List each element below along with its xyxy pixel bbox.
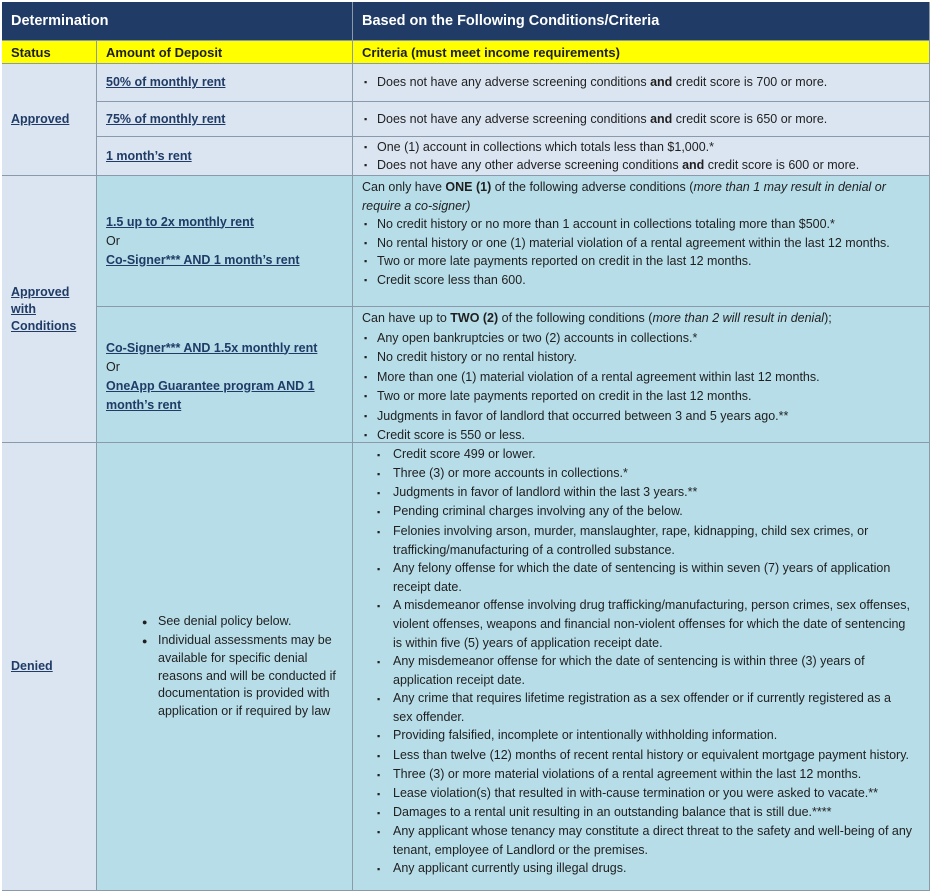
- criteria-item: [362, 110, 929, 129]
- bullet-icon: ▪: [364, 371, 368, 382]
- criteria-text: Any open bankruptcies or two (2) accounts in collections.*: [377, 330, 698, 345]
- bullet-icon: ▪: [364, 430, 368, 440]
- header-conditions: [353, 2, 930, 41]
- criteria-text: Judgments in favor of landlord within the last 3 years.**: [393, 485, 698, 500]
- criteria-text: No credit history or no rental history.: [377, 350, 577, 364]
- intro-text: Can only have: [362, 180, 446, 194]
- deposit-option-a: Co-Signer*** AND 1.5x monthly rent: [106, 340, 318, 355]
- criteria-and: and: [682, 158, 705, 172]
- header-determination: [2, 2, 353, 41]
- criteria-item: [362, 73, 929, 92]
- criteria-item: [362, 559, 913, 596]
- criteria-item: [362, 822, 913, 859]
- intro-end: );: [824, 311, 832, 325]
- denied-criteria-list: [362, 445, 913, 879]
- status-approved-label: Approved: [11, 112, 70, 127]
- deposit-label: 75% of monthly rent: [106, 111, 226, 126]
- subheader-status-label: Status: [11, 45, 51, 60]
- bullet-icon: ▪: [377, 656, 381, 667]
- criteria-item: [362, 215, 909, 234]
- bullet-icon: ▪: [364, 113, 368, 124]
- bullet-icon: ▪: [377, 488, 381, 499]
- deposit-option-a: 1.5 up to 2x monthly rent: [106, 214, 254, 229]
- subheader-criteria: [353, 41, 930, 64]
- criteria-text: Two or more late payments reported on credit in the last 12 months.: [377, 254, 752, 268]
- bullet-icon: ▪: [377, 731, 381, 742]
- criteria-item: [362, 329, 909, 349]
- denied-criteria: [353, 443, 930, 891]
- criteria-item: [127, 632, 340, 721]
- criteria-text: Lease violation(s) that resulted in with-cause termination or you were asked to vacate.**: [393, 785, 878, 800]
- criteria-item: [362, 156, 929, 175]
- criteria-intro: [362, 178, 909, 215]
- screening-criteria-table: [2, 2, 930, 891]
- bullet-icon: ▪: [364, 256, 368, 266]
- denied-deposit: [97, 443, 353, 891]
- bullet-icon: ▪: [364, 274, 368, 285]
- criteria-item: [362, 407, 909, 427]
- conditions-row1-list: [362, 215, 909, 289]
- bullet-icon: ▪: [377, 507, 381, 518]
- intro-count: ONE (1): [445, 180, 492, 194]
- criteria-text: Damages to a rental unit resulting in an outstanding balance that is still due.****: [393, 804, 832, 819]
- criteria-text: Does not have any adverse screening conditions: [377, 111, 651, 126]
- deposit-or: Or: [106, 359, 120, 374]
- criteria-item: [362, 596, 913, 651]
- criteria-item: [362, 138, 929, 157]
- status-denied-label: Denied: [11, 659, 53, 674]
- subheader-deposit-label: Amount of Deposit: [106, 45, 223, 60]
- deposit-label: 1 month’s rent: [106, 148, 192, 163]
- criteria-text: Any applicant currently using illegal drugs.: [393, 861, 627, 876]
- bullet-icon: ▪: [377, 563, 381, 574]
- approved-row3-deposit: [97, 137, 353, 176]
- criteria-item: [362, 234, 909, 253]
- bullet-icon: ▪: [377, 807, 381, 818]
- status-denied: [2, 443, 97, 891]
- bullet-icon: ▪: [364, 219, 368, 229]
- criteria-text: Three (3) or more material violations of a rental agreement within the last 12 months.: [393, 766, 862, 781]
- criteria-item: [362, 368, 909, 388]
- criteria-text: Any misdemeanor offense for which the date of sentencing is within three (3) years of application receipt date.: [393, 653, 865, 687]
- bullet-icon: ●: [142, 635, 148, 646]
- deposit-option-b: Co-Signer*** AND 1 month’s rent: [106, 252, 300, 267]
- intro-count: TWO (2): [450, 311, 499, 325]
- criteria-item: [362, 765, 913, 784]
- conditions-row1-deposit: [97, 176, 353, 307]
- intro-text-mid: of the following conditions (: [498, 311, 653, 325]
- criteria-text: Felonies involving arson, murder, manslaughter, rape, kidnapping, child sex crimes, or trafficking/manufacturing of a controlled substance.: [393, 523, 869, 557]
- bullet-icon: ▪: [377, 750, 381, 761]
- criteria-item: [362, 803, 913, 822]
- criteria-item: [362, 271, 909, 290]
- bullet-icon: ▪: [364, 332, 368, 343]
- criteria-text: Any applicant whose tenancy may constitute a direct threat to the safety and well-being of any tenant, employee of Landlord or the premises.: [393, 824, 913, 858]
- intro-text-mid: of the following adverse conditions (: [491, 180, 694, 194]
- criteria-item: [362, 859, 913, 878]
- criteria-item: [362, 726, 913, 745]
- conditions-row2-list: [362, 329, 909, 446]
- conditions-row2-deposit: [97, 307, 353, 443]
- criteria-item: [362, 483, 913, 502]
- criteria-and: and: [650, 111, 673, 126]
- criteria-text: Judgments in favor of landlord that occurred between 3 and 5 years ago.**: [377, 408, 789, 423]
- criteria-text: Any crime that requires lifetime registration as a sex offender or if currently registered as a sex offender.: [393, 691, 891, 725]
- criteria-item: [362, 387, 909, 407]
- criteria-text: Pending criminal charges involving any of the below.: [393, 504, 683, 519]
- criteria-text: Individual assessments may be available for specific denial reasons and will be conducted if documentation is provided with application or if required by law: [158, 632, 336, 718]
- criteria-item: [362, 652, 913, 689]
- bullet-icon: ▪: [364, 160, 368, 170]
- criteria-text: Does not have any other adverse screening conditions: [377, 158, 683, 172]
- bullet-icon: ▪: [364, 141, 368, 152]
- criteria-and: and: [650, 75, 673, 90]
- header-determination-label: Determination: [11, 13, 109, 29]
- denied-deposit-list: [127, 613, 340, 720]
- criteria-item: [362, 445, 913, 464]
- status-line-1: Approved: [11, 284, 70, 299]
- criteria-text: Providing falsified, incomplete or intentionally withholding information.: [393, 728, 778, 743]
- criteria-text: Three (3) or more accounts in collections.*: [393, 466, 628, 481]
- criteria-item: [362, 746, 913, 765]
- bullet-icon: ▪: [377, 601, 381, 612]
- status-line-2: with: [11, 301, 36, 316]
- criteria-text: No credit history or no more than 1 account in collections totaling more than $500.*: [377, 217, 835, 231]
- criteria-text: Does not have any adverse screening conditions: [377, 75, 651, 90]
- criteria-intro: [362, 309, 909, 329]
- status-approved: [2, 64, 97, 176]
- criteria-text: Any felony offense for which the date of sentencing is within seven (7) years of application receipt date.: [393, 560, 891, 595]
- approved-row3-criteria: [353, 137, 930, 176]
- conditions-row2-criteria: [353, 307, 930, 443]
- criteria-item: [362, 464, 913, 483]
- bullet-icon: ▪: [364, 410, 368, 421]
- criteria-text: No rental history or one (1) material violation of a rental agreement within the last 12 months.: [377, 235, 890, 250]
- approved-row1-deposit: [97, 64, 353, 102]
- criteria-item: [362, 502, 913, 521]
- deposit-option-b: OneApp Guarantee program AND 1 month’s rent: [106, 378, 315, 412]
- approved-row1-criteria: [353, 64, 930, 102]
- approved-row2-criteria: [353, 102, 930, 137]
- bullet-icon: ●: [142, 617, 148, 627]
- conditions-row1-criteria: [353, 176, 930, 307]
- criteria-item: [127, 613, 340, 632]
- bullet-icon: ▪: [364, 237, 368, 248]
- subheader-criteria-label: Criteria (must meet income requirements): [362, 45, 620, 60]
- criteria-text: Two or more late payments reported on credit in the last 12 months.: [377, 389, 752, 403]
- criteria-text-end: credit score is 700 or more.: [672, 75, 828, 90]
- bullet-icon: ▪: [364, 352, 368, 362]
- deposit-label: 50% of monthly rent: [106, 75, 226, 90]
- criteria-text: A misdemeanor offense involving drug trafficking/manufacturing, person crimes, sex offenses, violent offenses, weapons and financial non-violent offenses for which the date of sentencing is within five (5) years of application receipt date.: [393, 598, 910, 650]
- criteria-text: Credit score is 550 or less.: [377, 428, 525, 442]
- criteria-text: One (1) account in collections which totals less than $1,000.*: [377, 139, 714, 154]
- bullet-icon: ▪: [377, 827, 381, 838]
- criteria-text: More than one (1) material violation of a rental agreement within last 12 months.: [377, 369, 820, 384]
- intro-italic: more than 2 will result in denial: [652, 311, 825, 325]
- bullet-icon: ▪: [377, 469, 381, 480]
- bullet-icon: ▪: [377, 450, 381, 460]
- criteria-text-end: credit score is 650 or more.: [672, 111, 828, 126]
- criteria-item: [362, 252, 909, 271]
- criteria-text: See denial policy below.: [158, 614, 292, 628]
- criteria-text: Credit score less than 600.: [377, 272, 526, 287]
- criteria-item: [362, 348, 909, 368]
- criteria-item: [362, 784, 913, 803]
- deposit-or: Or: [106, 233, 120, 248]
- bullet-icon: ▪: [377, 769, 381, 780]
- bullet-icon: ▪: [364, 391, 368, 401]
- criteria-text: Less than twelve (12) months of recent rental history or equivalent mortgage payment history.: [393, 747, 909, 762]
- bullet-icon: ▪: [377, 788, 381, 799]
- bullet-icon: ▪: [377, 526, 381, 537]
- header-conditions-label: Based on the Following Conditions/Criteria: [362, 13, 660, 29]
- status-line-3: Conditions: [11, 318, 77, 333]
- intro-italic: more than 1 may result in denial or require a co-signer): [362, 180, 886, 213]
- status-approved-with-conditions: [2, 176, 97, 443]
- criteria-item: [362, 522, 913, 559]
- criteria-text: Credit score 499 or lower.: [393, 447, 536, 461]
- intro-text: Can have up to: [362, 311, 451, 325]
- approved-row2-deposit: [97, 102, 353, 137]
- bullet-icon: ▪: [377, 694, 381, 705]
- criteria-item: [362, 689, 913, 726]
- bullet-icon: ▪: [377, 864, 381, 875]
- subheader-deposit: [97, 41, 353, 64]
- bullet-icon: ▪: [364, 77, 368, 88]
- subheader-status: [2, 41, 97, 64]
- criteria-text-end: credit score is 600 or more.: [704, 158, 860, 172]
